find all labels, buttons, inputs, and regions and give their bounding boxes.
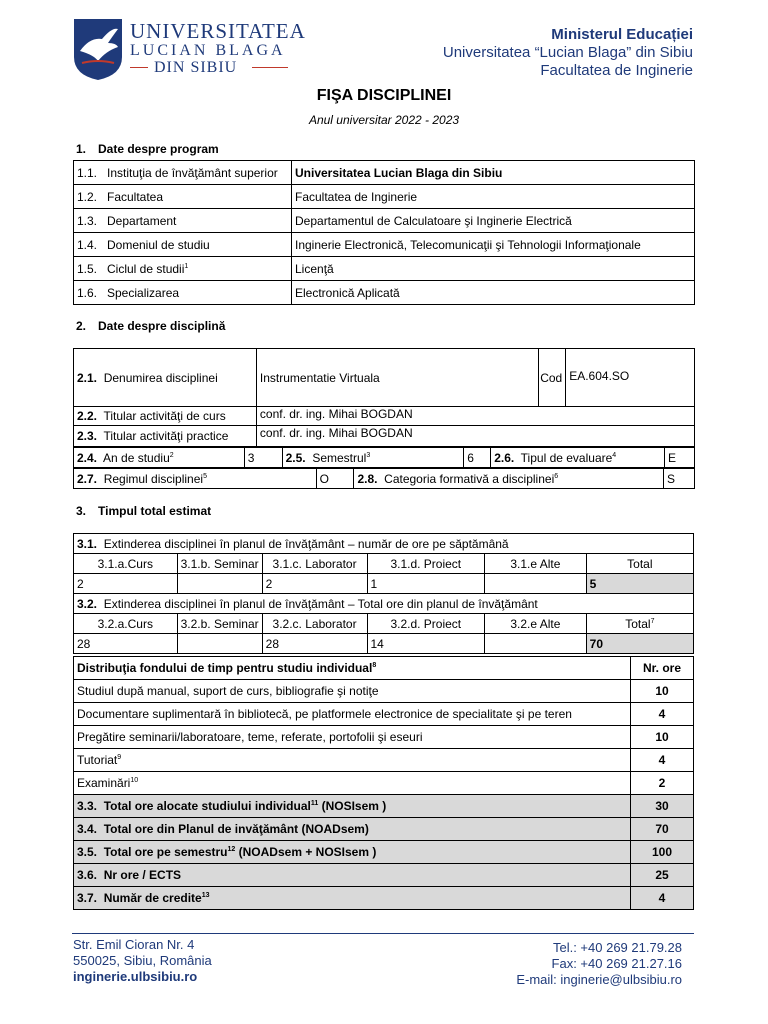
row-2-1-label: 2.1. Denumirea disciplinei	[74, 349, 257, 407]
hours-column-header: 3.2.b. Seminar	[177, 614, 262, 634]
total-label: 3.3. Total ore alocate studiului individual$^{11}$ (NOSIsem )	[74, 795, 631, 818]
study-activity-row	[74, 749, 694, 772]
discipline-name: Instrumentatie Virtuala	[256, 349, 538, 407]
program-row-value: Licenţă	[292, 257, 695, 281]
study-activity-hours: 4	[631, 749, 694, 772]
study-activity-hours: 2	[631, 772, 694, 795]
total-value: 25	[631, 864, 694, 887]
fax: Fax: +40 269 21.27.16	[551, 956, 682, 971]
row-3-2-label: 3.2. Extinderea disciplinei în planul de învăţământ – Total ore din planul de învăţământ	[74, 594, 694, 614]
hours-value: 5	[586, 574, 693, 594]
hours-value: 2	[262, 574, 367, 594]
address-line2: 550025, Sibiu, România	[73, 953, 212, 968]
total-row	[74, 818, 694, 841]
section2-heading: 2. Date despre disciplină	[76, 319, 226, 333]
evaluation-type: E	[665, 448, 695, 468]
hours-value	[177, 574, 262, 594]
program-row-value: Inginerie Electronică, Telecomunicaţii şi Tehnologii Informaţionale	[292, 233, 695, 257]
total-row	[74, 841, 694, 864]
practice-titular: conf. dr. ing. Mihai BOGDAN	[256, 426, 694, 447]
hours-column-header: 3.2.a.Curs	[74, 614, 178, 634]
study-activity-row	[74, 680, 694, 703]
row-2-6-label: 2.6. Tipul de evaluare$^4$	[491, 448, 665, 468]
row-2-3-label: 2.3. Titular activităţi practice	[74, 426, 257, 447]
discipline-table-2	[73, 447, 695, 468]
hours-value: 2	[74, 574, 178, 594]
program-row-value: Facultatea de Inginerie	[292, 185, 695, 209]
row-2-2-label: 2.2. Titular activităţi de curs	[74, 407, 257, 426]
hours-value	[485, 574, 587, 594]
discipline-table-3	[73, 468, 695, 489]
page-subtitle: Anul universitar 2022 - 2023	[308, 113, 460, 127]
study-activity-hours: 10	[631, 680, 694, 703]
hours-column-header: 3.1.a.Curs	[74, 554, 178, 574]
hours-column-header: 3.1.d. Proiect	[367, 554, 485, 574]
cod-label: Cod	[539, 349, 566, 407]
course-titular: conf. dr. ing. Mihai BOGDAN	[256, 407, 694, 426]
program-row-label: 1.1. Instituţia de învăţământ superior	[74, 161, 292, 185]
study-activity-label: Examinări$^{10}$	[74, 772, 631, 795]
discipline-table	[73, 348, 695, 447]
program-row-label: 1.4. Domeniul de studiu	[74, 233, 292, 257]
footer-address	[73, 937, 212, 985]
program-row-value: Universitatea Lucian Blaga din Sibiu	[292, 161, 695, 185]
study-activity-row	[74, 703, 694, 726]
year-of-study: 3	[244, 448, 282, 468]
total-value: 30	[631, 795, 694, 818]
discipline-regime: O	[316, 469, 354, 489]
total-label: 3.5. Total ore pe semestru$^{12}$ (NOADsem + NOSIsem )	[74, 841, 631, 864]
program-row	[74, 209, 695, 233]
time-table	[73, 533, 694, 654]
header-institution	[443, 26, 693, 80]
footer-contact	[516, 940, 682, 988]
distribution-heading: Distribuţia fondului de timp pentru studiu individual$^8$	[74, 657, 631, 680]
study-activity-label: Documentare suplimentară în bibliotecă, pe platformele electronice de specialitate şi pe teren	[74, 703, 631, 726]
program-table	[73, 160, 695, 305]
hours-column-header: 3.1.b. Seminar	[177, 554, 262, 574]
total-label: 3.4. Total ore din Planul de invăţământ (NOADsem)	[74, 818, 631, 841]
hours-column-header: 3.2.d. Proiect	[367, 614, 485, 634]
discipline-code: EA.604.SO	[566, 349, 695, 407]
hours-column-header: 3.2.e Alte	[485, 614, 587, 634]
logo-line2: LUCIAN BLAGA	[130, 42, 286, 59]
university-logo	[72, 17, 306, 81]
total-row	[74, 887, 694, 910]
hours-column-header: 3.1.c. Laborator	[262, 554, 367, 574]
page-title: FIŞA DISCIPLINEI	[316, 87, 452, 104]
individual-study-table	[73, 656, 694, 910]
hours-value: 14	[367, 634, 485, 654]
program-row	[74, 257, 695, 281]
hours-column-header: Total$^7$	[586, 614, 693, 634]
total-row	[74, 795, 694, 818]
hours-column-title: Nr. ore	[631, 657, 694, 680]
row-2-7-label: 2.7. Regimul disciplinei$^5$	[74, 469, 317, 489]
study-activity-hours: 4	[631, 703, 694, 726]
row-2-8-label: 2.8. Categoria formativă a disciplinei$^6$	[354, 469, 664, 489]
program-row	[74, 185, 695, 209]
program-row-value: Electronică Aplicată	[292, 281, 695, 305]
program-row-label: 1.2. Facultatea	[74, 185, 292, 209]
hours-value	[177, 634, 262, 654]
website-link[interactable]: inginerie.ulbsibiu.ro	[73, 969, 198, 984]
hours-value: 28	[262, 634, 367, 654]
section3-heading: 3. Timpul total estimat	[76, 504, 212, 518]
row-2-5-label: 2.5. Semestrul$^3$	[282, 448, 464, 468]
email-link[interactable]: E-mail: inginerie@ulbsibiu.ro	[516, 972, 682, 987]
hours-column-header: 3.2.c. Laborator	[262, 614, 367, 634]
hours-column-header: Total	[586, 554, 693, 574]
logo-line1: UNIVERSITATEA	[130, 19, 306, 43]
footer-divider	[72, 933, 694, 934]
study-activity-row	[74, 726, 694, 749]
row-3-1-label: 3.1. Extinderea disciplinei în planul de învăţământ – număr de ore pe săptămână	[74, 534, 694, 554]
total-label: 3.7. Număr de credite$^{13}$	[74, 887, 631, 910]
eagle-shield-icon	[72, 17, 124, 81]
hours-value	[485, 634, 587, 654]
logo-line3: DIN SIBIU	[154, 59, 238, 76]
total-label: 3.6. Nr ore / ECTS	[74, 864, 631, 887]
hours-value: 70	[586, 634, 693, 654]
section1-heading: 1. Date despre program	[76, 142, 219, 156]
program-row	[74, 161, 695, 185]
study-activity-row	[74, 772, 694, 795]
study-activity-label: Pregătire seminarii/laboratoare, teme, referate, portofolii şi eseuri	[74, 726, 631, 749]
total-value: 4	[631, 887, 694, 910]
program-row-label: 1.5. Ciclul de studii$^1$	[74, 257, 292, 281]
university-name: Universitatea “Lucian Blaga” din Sibiu	[442, 44, 693, 61]
hours-value: 1	[367, 574, 485, 594]
total-value: 100	[631, 841, 694, 864]
program-row-label: 1.6. Specializarea	[74, 281, 292, 305]
total-value: 70	[631, 818, 694, 841]
program-row	[74, 281, 695, 305]
formative-category: S	[664, 469, 695, 489]
faculty-name: Facultatea de Inginerie	[540, 62, 693, 79]
hours-column-header: 3.1.e Alte	[485, 554, 587, 574]
study-activity-label: Tutoriat$^9$	[74, 749, 631, 772]
semester: 6	[464, 448, 491, 468]
phone: Tel.: +40 269 21.79.28	[552, 940, 682, 955]
program-row	[74, 233, 695, 257]
row-2-4-label: 2.4. An de studiu$^2$	[74, 448, 245, 468]
study-activity-hours: 10	[631, 726, 694, 749]
study-activity-label: Studiul după manual, suport de curs, bibliografie şi notiţe	[74, 680, 631, 703]
program-row-value: Departamentul de Calculatoare şi Inginerie Electrică	[292, 209, 695, 233]
hours-value: 28	[74, 634, 178, 654]
address-line1: Str. Emil Cioran Nr. 4	[73, 937, 195, 952]
program-row-label: 1.3. Departament	[74, 209, 292, 233]
total-row	[74, 864, 694, 887]
ministry-name: Ministerul Educației	[551, 26, 693, 43]
